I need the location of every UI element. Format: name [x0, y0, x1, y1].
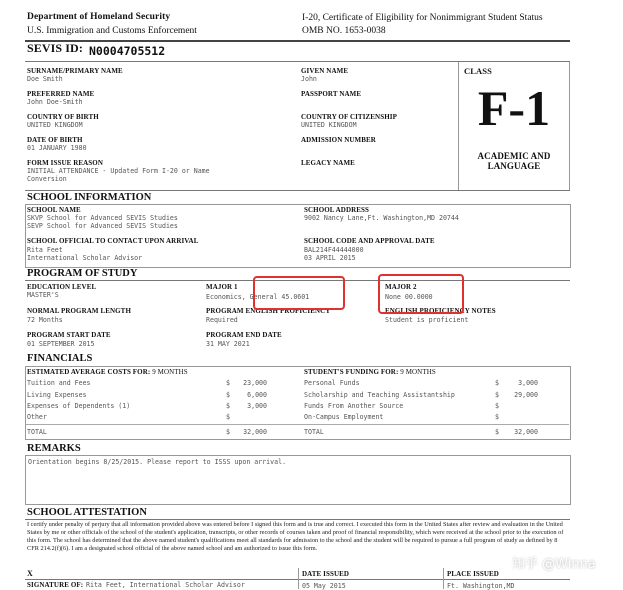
legacy-name-label: LEGACY NAME: [301, 159, 355, 167]
header-rule: [25, 40, 570, 42]
funding-total-amount: 32,000: [514, 428, 538, 436]
subagency-name: U.S. Immigration and Customs Enforcement: [27, 26, 197, 36]
given-name-value: John: [301, 75, 317, 83]
dob-label: DATE OF BIRTH: [27, 136, 83, 144]
major2-highlight: [378, 274, 464, 314]
citizenship-value: UNITED KINGDOM: [301, 121, 357, 129]
citizenship-label: COUNTRY OF CITIZENSHIP: [301, 113, 397, 121]
birth-country-value: UNITED KINGDOM: [27, 121, 83, 129]
cost-currency: $: [226, 413, 230, 421]
start-date-value: 01 SEPTEMBER 2015: [27, 340, 95, 348]
attestation-text: I certify under penalty of perjury that all information provided above was entered before I signed this form and is true and correct. I executed this form in the United States after review and evaluation in the United States by me or other officials of the school of the student's application, transcripts, or other records of courses taken and proof of financial responsibility, which were received at the school prior to the execution of this form. The school has determined that the above named student's qualifications meet all standards for admission to the school and the student will be required to pursue a full program of study as defined by 8 CFR 214.2(f)(6). I am a designated school official of the above named school and am authorized to issue this form.: [27, 521, 564, 552]
school-official-value: Rita Feet International Scholar Advisor: [27, 246, 143, 262]
agency-name: Department of Homeland Security: [27, 12, 171, 22]
issue-reason-label: FORM ISSUE REASON: [27, 159, 103, 167]
date-divider: [443, 568, 444, 589]
cost-amount: 3,000: [247, 402, 267, 410]
date-issued-value: 05 May 2015: [302, 582, 346, 590]
funding-heading: STUDENT'S FUNDING FOR:: [304, 368, 399, 376]
cost-amount: 23,000: [243, 379, 267, 387]
cost-currency: $: [226, 379, 230, 387]
school-address-label: SCHOOL ADDRESS: [304, 206, 370, 214]
form-title: I-20, Certificate of Eligibility for Nonimmigrant Student Status: [302, 13, 543, 23]
costs-period: 9 MONTHS: [152, 368, 188, 376]
funding-amount: 29,000: [514, 391, 538, 399]
cost-currency: $: [226, 391, 230, 399]
funding-currency: $: [495, 391, 499, 399]
major2-label: MAJOR 2: [385, 283, 417, 291]
costs-heading: ESTIMATED AVERAGE COSTS FOR:: [27, 368, 151, 376]
funding-label: [304, 368, 436, 376]
surname-value: Doe Smith: [27, 75, 63, 83]
preferred-name-label: PREFERRED NAME: [27, 90, 95, 98]
major1-value: Economics, General 45.0601: [206, 293, 310, 301]
major1-label: MAJOR 1: [206, 283, 238, 291]
cost-name: Living Expenses: [27, 391, 87, 399]
funding-name: Funds From Another Source: [304, 402, 404, 410]
given-name-label: GIVEN NAME: [301, 67, 349, 75]
passport-name-label: PASSPORT NAME: [301, 90, 362, 98]
signature-divider: [298, 568, 299, 589]
english-proficiency-value: Required: [206, 316, 238, 324]
funding-currency: $: [495, 413, 499, 421]
place-issued-value: Ft. Washington,MD: [447, 582, 515, 590]
funding-currency: $: [495, 402, 499, 410]
end-date-value: 31 MAY 2021: [206, 340, 250, 348]
class-label: CLASS: [464, 66, 492, 76]
sevis-id-value: N0004705512: [89, 44, 166, 58]
funding-name: On-Campus Employment: [304, 413, 384, 421]
end-date-label: PROGRAM END DATE: [206, 331, 282, 339]
funding-name: Personal Funds: [304, 379, 360, 387]
costs-label: [27, 368, 188, 376]
school-name-label: SCHOOL NAME: [27, 206, 81, 214]
english-notes-label: ENGLISH PROFICIENCY NOTES: [385, 307, 496, 315]
normal-length-label: NORMAL PROGRAM LENGTH: [27, 307, 131, 315]
cost-name: Expenses of Dependents (1): [27, 402, 131, 410]
class-description: ACADEMIC AND LANGUAGE: [477, 151, 551, 171]
signature-label: SIGNATURE OF:: [27, 581, 84, 589]
place-issued-label: PLACE ISSUED: [447, 570, 499, 578]
date-issued-label: DATE ISSUED: [302, 570, 350, 578]
major1-highlight: [253, 276, 345, 310]
school-code-label: SCHOOL CODE AND APPROVAL DATE: [304, 237, 435, 245]
class-value: F-1: [477, 80, 551, 136]
birth-country-label: COUNTRY OF BIRTH: [27, 113, 99, 121]
funding-total-label: TOTAL: [304, 428, 324, 436]
signature-x: X: [27, 569, 33, 578]
funding-total-currency: $: [495, 428, 499, 436]
education-level-value: MASTER'S: [27, 291, 59, 299]
funding-currency: $: [495, 379, 499, 387]
english-notes-value: Student is proficient: [385, 316, 469, 324]
program-section-heading: PROGRAM OF STUDY: [27, 268, 138, 279]
funding-amount: 3,000: [518, 379, 538, 387]
omb-number: OMB NO. 1653-0038: [302, 26, 386, 36]
start-date-label: PROGRAM START DATE: [27, 331, 111, 339]
major2-value: None 00.0000: [385, 293, 433, 301]
costs-total-amount: 32,000: [243, 428, 267, 436]
attestation-rule: [25, 519, 570, 520]
school-section-heading: SCHOOL INFORMATION: [27, 192, 152, 203]
sevis-rule: [25, 61, 570, 62]
financials-section-heading: FINANCIALS: [27, 353, 93, 364]
costs-total-label: TOTAL: [27, 428, 47, 436]
costs-total-currency: $: [226, 428, 230, 436]
english-proficiency-label: PROGRAM ENGLISH PROFICIENCY: [206, 307, 331, 315]
funding-period: 9 MONTHS: [400, 368, 436, 376]
cost-name: Other: [27, 413, 47, 421]
watermark-text: 知乎 @Winna: [512, 557, 596, 572]
surname-label: SURNAME/PRIMARY NAME: [27, 67, 123, 75]
funding-name: Scholarship and Teaching Assistantship: [304, 391, 455, 399]
school-name-value: SKVP School for Advanced SEVIS Studies SEVP School for Advanced SEVIS Studies: [27, 214, 178, 230]
remarks-section-heading: REMARKS: [27, 443, 81, 454]
cost-name: Tuition and Fees: [27, 379, 91, 387]
dob-value: 01 JANUARY 1980: [27, 144, 87, 152]
cost-currency: $: [226, 402, 230, 410]
signature-value: Rita Feet, International Scholar Advisor: [86, 581, 245, 589]
issue-reason-value: INITIAL ATTENDANCE - Updated Form I-20 or Name Conversion: [27, 167, 210, 183]
right-border: [569, 62, 570, 190]
normal-length-value: 72 Months: [27, 316, 63, 324]
remarks-text: Orientation begins 8/25/2015. Please report to ISSS upon arrival.: [28, 458, 287, 466]
preferred-name-value: John Doe-Smith: [27, 98, 83, 106]
admission-number-label: ADMISSION NUMBER: [301, 136, 376, 144]
school-official-label: SCHOOL OFFICIAL TO CONTACT UPON ARRIVAL: [27, 237, 199, 245]
education-level-label: EDUCATION LEVEL: [27, 283, 97, 291]
sevis-id-label: SEVIS ID:: [27, 41, 83, 55]
student-rule: [25, 190, 570, 191]
cost-amount: 6,000: [247, 391, 267, 399]
school-address-value: 9002 Nancy Lane,Ft. Washington,MD 20744: [304, 214, 459, 222]
attestation-section-heading: SCHOOL ATTESTATION: [27, 507, 147, 518]
totals-rule: [26, 424, 569, 425]
school-code-value: BAL214F44444000 03 APRIL 2015: [304, 246, 364, 262]
